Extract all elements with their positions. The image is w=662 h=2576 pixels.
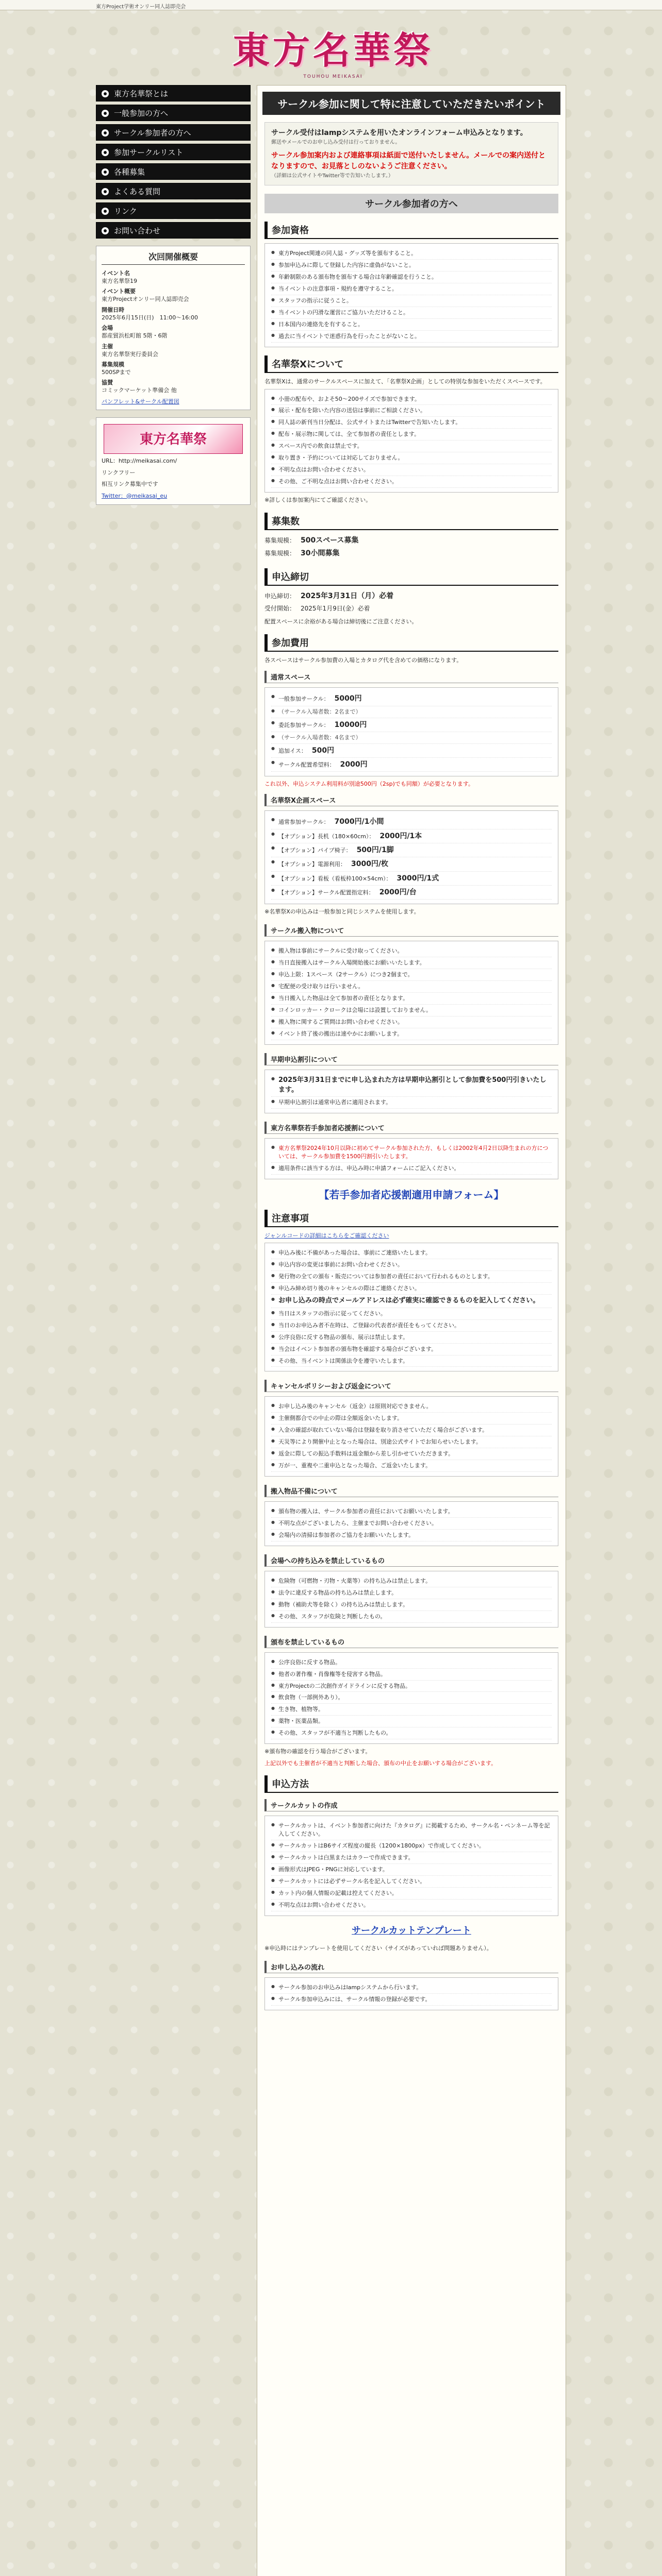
- bullet-icon: [102, 129, 109, 137]
- section-deadline: [264, 568, 558, 626]
- fee-value: 10000円: [334, 720, 367, 729]
- sub-heading: 会場への持ち込みを禁止しているもの: [264, 1554, 558, 1567]
- list-item: ● 画像形式はJPEG・PNGに対応しています。: [271, 1864, 552, 1876]
- list-item: ● 申込上限：1スペース（2サークル）につき2個まで。: [271, 969, 552, 981]
- list-item: ● カット内の個人情報の記載は控えてください。: [271, 1888, 552, 1900]
- event-overview-title: 次回開催概要: [102, 250, 245, 265]
- event-value: コミックマーケット準備会 他: [102, 387, 177, 394]
- link-free-text: リンクフリー: [102, 469, 136, 476]
- fee-label: ● 委託参加サークル：: [278, 721, 329, 728]
- list-item: ● 過去に当イベントで迷惑行為を行ったことがないこと。: [271, 331, 552, 343]
- section-venue: [264, 1554, 558, 1628]
- list-item: ● 頒布物の搬入は、サークル参加者の責任においてお願いいたします。: [271, 1506, 552, 1518]
- fee-note: ● （サークル入場者数：2名まで）: [271, 706, 552, 718]
- list-item: ● 発行物の全ての頒布・販売については参加者の責任において行われるものとします。: [271, 1271, 552, 1283]
- list-item: ● 申込み後に不備があった場合は、事前にご連絡いたします。: [271, 1247, 552, 1259]
- fee-value: 2000円: [340, 760, 368, 769]
- fee-value: 7000円/1小間: [334, 818, 384, 826]
- list-item: ● 会場内の清掃は参加者のご協力をお願いいたします。: [271, 1530, 552, 1541]
- fee-value: 500円/1脚: [356, 846, 394, 854]
- list-item: ● イベント終了後の搬出は速やかにお願いします。: [271, 1028, 552, 1040]
- kv-value: 500スペース募集: [301, 536, 359, 545]
- list-item: ● 当イベントの円滑な運営にご協力いただけること。: [271, 307, 552, 319]
- section-young: [264, 1122, 558, 1201]
- fee-value: 5000円: [334, 694, 362, 703]
- list-item: ● サークルカットには必ずサークル名を記入してください。: [271, 1876, 552, 1888]
- list-item: ● 当日のお申込み者不在時は、ご登録の代表者が責任をもってください。: [271, 1320, 552, 1332]
- kv-value: 2025年3月31日（月）必着: [301, 592, 394, 601]
- kv-value: 30小間募集: [301, 549, 340, 558]
- section-early: [264, 1053, 558, 1114]
- event-label: 募集規模: [102, 361, 124, 368]
- fee-value: 500円: [311, 746, 335, 755]
- fee-label: ● 【オプション】電源利用：: [278, 861, 346, 868]
- intro-box: [264, 122, 558, 185]
- section-note: ※申込時にはテンプレートを使用してください（サイズがあっていれば問題ありません）。: [264, 1944, 492, 1952]
- list-item: ● スタッフの指示に従うこと。: [271, 295, 552, 307]
- menu-item-link[interactable]: [96, 202, 251, 219]
- list-item: ● スペース内での飲食は禁止です。: [271, 440, 552, 452]
- fee-label: ● 【オプション】サークル配置指定料：: [278, 889, 374, 896]
- top-bar: [0, 0, 662, 10]
- section-guest: [264, 355, 558, 505]
- bullet-icon: [102, 149, 109, 156]
- list-item: ● 搬入物に関するご質問はお問い合わせください。: [271, 1016, 552, 1028]
- list-item: ● 当会はイベント参加者の頒布物を確認する場合がございます。: [271, 1344, 552, 1355]
- fee-label: ● 通常参加サークル：: [278, 819, 329, 826]
- list-item: ● 公序良俗に反する物品。: [271, 1657, 552, 1669]
- section-heading: 申込方法: [264, 1775, 558, 1793]
- list-item: ● 不明な点はお問い合わせください。: [271, 464, 552, 476]
- fee-label: ● サークル配置希望料：: [278, 761, 335, 769]
- logo-title: 東方名華祭: [232, 28, 434, 72]
- kv-label: 申込締切：: [264, 592, 296, 600]
- list-item: ● 不明な点がございましたら、主催までお問い合わせください。: [271, 1518, 552, 1530]
- sub-heading: サークルカットの作成: [264, 1799, 558, 1811]
- genre-code-link[interactable]: ジャンルコードの詳細はこちらをご確認ください: [264, 1232, 389, 1240]
- list-item: ● その他、ご不明な点はお問い合わせください。: [271, 476, 552, 488]
- event-overview-box: [96, 246, 251, 410]
- list-item: ● 申込み締め切り後のキャンセルの際はご連絡ください。: [271, 1283, 552, 1295]
- list-item: ● お申し込み後のキャンセル（返金）は原則対応できません。: [271, 1401, 552, 1413]
- menu-item-faq[interactable]: [96, 183, 251, 199]
- list-item: ● 主催側都合での中止の際は全額返金いたします。: [271, 1413, 552, 1425]
- kv-label: 募集規模：: [264, 550, 296, 557]
- top-bar-text: 東方Project学術オンリー同人誌即売会: [96, 4, 186, 10]
- list-item: ● 宅配便の受け取りは行いません。: [271, 981, 552, 993]
- list-item: ● サークルカットは、イベント参加者に向けた『カタログ』に掲載するため、サークル名・ペンネーム等を記入してください。: [271, 1820, 552, 1840]
- menu-label: お問い合わせ: [114, 226, 161, 235]
- young-apply-link[interactable]: 【若手参加者応援割適用申請フォーム】: [319, 1189, 504, 1201]
- sub-heading: 東方名華祭若手参加者応援割について: [264, 1122, 558, 1134]
- section-heading: 参加費用: [264, 634, 558, 652]
- list-item: ● 危険物（可燃物・刃物・火薬等）の持ち込みは禁止します。: [271, 1575, 552, 1587]
- list-item: ● 動物（補助犬等を除く）の持ち込みは禁止します。: [271, 1599, 552, 1611]
- list-item: ● 早期申込割引は通常申込者に適用されます。: [271, 1097, 552, 1109]
- menu-label: サークル参加者の方へ: [114, 128, 191, 138]
- list-item: ● 申込内容の変更は事前にお問い合わせください。: [271, 1259, 552, 1271]
- mutual-link-text: 相互リンク募集中です: [102, 481, 158, 488]
- list-item: ● 当日直接搬入はサークル入場開始後にお願いいたします。: [271, 957, 552, 969]
- list-item: ● 返金に際しての振込手数料は返金額から差し引かせていただきます。: [271, 1448, 552, 1460]
- list-item: ● 万が一、重複や二重申込となった場合、ご返金いたします。: [271, 1460, 552, 1472]
- banner-box: [96, 417, 251, 505]
- fee-warning: これ以外、申込システム利用料が別途500円（2sp)でも同額）が必要となります。: [264, 781, 474, 788]
- list-item: ● 年齢制限のある頒布物を頒布する場合は年齢確認を行うこと。: [271, 272, 552, 283]
- event-label: イベント概要: [102, 288, 136, 295]
- event-value: 東方名華祭19: [102, 278, 137, 284]
- list-item: ● 当日はスタッフの指示に従ってください。: [271, 1308, 552, 1320]
- list-item: ● 取り置き・予約については対応しておりません。: [271, 452, 552, 464]
- list-item: ● 不明な点はお問い合わせください。: [271, 1900, 552, 1911]
- page-title: サークル参加に関して特に注意していただきたいポイント: [262, 92, 560, 115]
- list-item: ● 生き物、植物等。: [271, 1704, 552, 1716]
- sub-heading: サークル搬入物について: [264, 924, 558, 937]
- list-item: ● 薬物・医薬品類。: [271, 1716, 552, 1727]
- list-item: ● 展示・配布を除いた内容の送信は事前にご相談ください。: [271, 405, 552, 417]
- circle-cut-template-link[interactable]: サークルカットテンプレート: [352, 1925, 471, 1936]
- menu-item-general[interactable]: [96, 105, 251, 121]
- menu-item-circle[interactable]: [96, 124, 251, 141]
- list-item: ● 参加申込みに際して登録した内容に虚偽がないこと。: [271, 260, 552, 272]
- event-label: 開催日時: [102, 306, 124, 313]
- list-item: ● 同人誌の新刊当日分配は、公式サイトまたはTwitterで告知いたします。: [271, 417, 552, 429]
- list-item: ● サークルカットはB6サイズ程度の縦長（1200×1800px）で作成してください。: [271, 1840, 552, 1852]
- fee-value: 3000円/枚: [351, 860, 389, 869]
- event-value: 東方Projectオンリー同人誌即売会: [102, 296, 189, 303]
- bullet-icon: [102, 110, 109, 117]
- logo-subtitle: TOUHOU MEIKASAI: [303, 74, 363, 79]
- list-item: ● サークル参加申込みには、サークル情報の登録が必要です。: [271, 1994, 552, 2006]
- section-heading: 注意事項: [264, 1210, 558, 1227]
- section-cancel: [264, 1380, 558, 1477]
- fee-label: ● 追加イス：: [278, 747, 307, 754]
- section-heading: 募集数: [264, 513, 558, 530]
- section-heading: 参加資格: [264, 222, 558, 239]
- section-text: 名華祭Xは、通常のサークルスペースに加えて、「名華祭X企画」としての特別な参加をいただくスペースです。: [264, 378, 546, 385]
- section-note: ※頒布物の確認を行う場合がございます。: [264, 1748, 371, 1755]
- section-flow: [264, 1961, 558, 2010]
- section-recruit: [264, 513, 558, 560]
- kv-value: 2025年1月9日(金）必着: [301, 604, 370, 612]
- list-item: ● 当イベントの注意事項・規約を遵守すること。: [271, 283, 552, 295]
- event-label: イベント名: [102, 270, 130, 277]
- menu-label: 一般参加の方へ: [114, 109, 169, 118]
- event-value: 500SPまで: [102, 368, 131, 376]
- list-item: ● その他、スタッフが危険と判断したもの。: [271, 1611, 552, 1623]
- list-item: ● 適用条件に該当する方は、申込み時に申請フォームにご記入ください。: [271, 1163, 552, 1175]
- fee-value: 2000円/台: [379, 888, 417, 896]
- section-text: 各スペースはサークル参加費の入場とカタログ代を含めての価格になります。: [264, 657, 462, 664]
- section-heading: 名華祭Xについて: [264, 355, 558, 373]
- event-value: 東方名華祭実行委員会: [102, 350, 158, 358]
- section-note: ※詳しくは参加案内にてご確認ください。: [264, 497, 372, 504]
- event-label: 協賛: [102, 379, 113, 386]
- section-fee: [264, 634, 558, 916]
- sub-heading: 通常スペース: [264, 671, 558, 683]
- fee-label: ● 【オプション】看板（看板枠100×54cm）：: [278, 875, 392, 882]
- list-item: ● 日本国内の連絡先を有すること。: [271, 319, 552, 331]
- sub-heading: お申し込みの流れ: [264, 1961, 558, 1973]
- list-item: ● 当日搬入した物品は全て参加者の責任となります。: [271, 993, 552, 1005]
- list-item: ● 小冊の配布や、およそ50～200サイズで参加できます。: [271, 394, 552, 405]
- section-stock: [264, 1485, 558, 1546]
- event-label: 主催: [102, 343, 113, 350]
- bullet-icon: [102, 90, 109, 97]
- menu-label: 各種募集: [114, 167, 145, 177]
- section-notes: [264, 1210, 558, 1371]
- sub-heading: 名華祭X企画スペース: [264, 794, 558, 806]
- site-logo[interactable]: [230, 21, 436, 77]
- list-item: ● サークルカットは白黒またはカラーで作成できます。: [271, 1852, 552, 1864]
- menu-item-recruit[interactable]: [96, 163, 251, 180]
- list-item: ● その他、当イベントは関係法令を遵守いたします。: [271, 1355, 552, 1367]
- list-item: ● 天災等により開催中止となった場合は、別途公式サイトでお知らせいたします。: [271, 1436, 552, 1448]
- section-carry: [264, 924, 558, 1045]
- list-item: ● 入金の確認が取れていない場合は登録を取り消させていただく場合がございます。: [271, 1425, 552, 1436]
- list-item: ● 搬入物は事前にサークルに受け取ってください。: [271, 945, 552, 957]
- bullet-icon: [102, 168, 109, 176]
- section-apply: [264, 1775, 558, 1953]
- pamphlet-link[interactable]: パンフレット&サークル配置図: [102, 398, 179, 405]
- event-label: 会場: [102, 325, 113, 332]
- list-item: ● コインロッカー・クロークは会場には設置しておりません。: [271, 1005, 552, 1016]
- intro-sub: 郵送やメールでのお申し込み受付は行っておりません。: [271, 140, 401, 145]
- list-item: ● 法令に違反する物品の持ち込みは禁止します。: [271, 1587, 552, 1599]
- list-item: ● 2025年3月31日までに申し込まれた方は早期申込割引として参加費を500円引きいたします。: [271, 1074, 552, 1097]
- bullet-icon: [102, 208, 109, 215]
- event-value: 都産貿浜松町館 5階・6階: [102, 332, 168, 340]
- menu-label: よくある質問: [114, 187, 161, 196]
- list-item: ● 飲食物（一部例外あり）。: [271, 1692, 552, 1704]
- event-value: 2025年6月15日(日) 11:00～16:00: [102, 314, 198, 321]
- intro-sub: （詳細は公式サイトやTwitter等で告知いたします。）: [271, 173, 394, 179]
- list-item: ● 東方Projectの二次創作ガイドラインに反する物品。: [271, 1681, 552, 1692]
- list-item: ● 他者の著作権・肖像権等を侵害する物品。: [271, 1669, 552, 1681]
- list-item: ● 公序良俗に反する物品の頒布、展示は禁止します。: [271, 1332, 552, 1344]
- site-header: [96, 10, 566, 82]
- intro-warning: サークル参加案内および連絡事項は紙面で送付いたしません。メールでの案内送付となりますので、お見落としのないようご注意ください。: [271, 151, 546, 171]
- list-item: ● サークル参加のお申込みはlampシステムから行います。: [271, 1982, 552, 1994]
- sub-heading: 搬入物品不備について: [264, 1485, 558, 1497]
- fee-label: ● 一般参加サークル：: [278, 696, 329, 703]
- list-item: ● 東方名華祭2024年10月以降に初めてサークル参加された方、もしくは2002年4月2日以降生まれの方については、サークル参加費を1500円割引いたします。: [271, 1143, 552, 1163]
- sub-heading: 早期申込割引について: [264, 1053, 558, 1065]
- menu-label: リンク: [114, 207, 137, 216]
- sub-heading: キャンセルポリシーおよび返金について: [264, 1380, 558, 1392]
- fee-note: ● （サークル入場者数：4名まで）: [271, 732, 552, 744]
- section-note: ※名華祭Xの申込みは一般参加と同じシステムを使用します。: [264, 908, 420, 916]
- prohibit-warning: 上記以外でも主催者が不適当と判断した場合、頒布の中止をお願いする場合がございます。: [264, 1760, 497, 1767]
- sidebar: [96, 85, 251, 505]
- bullet-icon: [102, 188, 109, 195]
- fee-label: ● 【オプション】パイプ椅子：: [278, 847, 352, 854]
- section-band: サークル参加者の方へ: [264, 194, 558, 213]
- twitter-link[interactable]: Twitter：@meikasai_eu: [102, 492, 168, 499]
- section-heading: 申込締切: [264, 568, 558, 586]
- bullet-icon: [102, 227, 109, 234]
- section-qualification: [264, 222, 558, 347]
- kv-label: 受付開始：: [264, 604, 296, 612]
- main-content: [257, 85, 566, 2576]
- menu-label: 参加サークルリスト: [114, 148, 184, 157]
- menu-item-about[interactable]: [96, 85, 251, 101]
- banner-url: URL：http://meikasai.com/: [102, 457, 177, 465]
- intro-line: サークル受付はlampシステムを用いたオンラインフォーム申込みとなります。: [271, 129, 527, 137]
- kv-label: 募集規模：: [264, 537, 296, 545]
- fee-label: ● 【オプション】長机（180×60cm）：: [278, 833, 375, 840]
- list-item: ● その他、スタッフが不適当と判断したもの。: [271, 1727, 552, 1739]
- sub-heading: 頒布を禁止しているもの: [264, 1636, 558, 1648]
- menu-label: 東方名華祭とは: [114, 89, 169, 98]
- list-item: ● 東方Project関連の同人誌・グッズ等を頒布すること。: [271, 248, 552, 260]
- list-item: ● お申し込みの時点でメールアドレスは必ず確実に確認できるものを記入してください。: [271, 1295, 552, 1308]
- fee-value: 2000円/1本: [379, 832, 422, 840]
- fee-value: 3000円/1式: [396, 874, 439, 883]
- section-prohibit: [264, 1636, 558, 1768]
- menu-item-contact[interactable]: [96, 222, 251, 239]
- site-banner[interactable]: 東方名華祭: [104, 424, 243, 454]
- menu-item-circle-list[interactable]: [96, 144, 251, 160]
- list-item: ● 配布・展示物に関しては、全て参加者の責任とします。: [271, 429, 552, 440]
- section-note: 配置スペースに余裕がある場合は締切後にご注意ください。: [264, 618, 418, 625]
